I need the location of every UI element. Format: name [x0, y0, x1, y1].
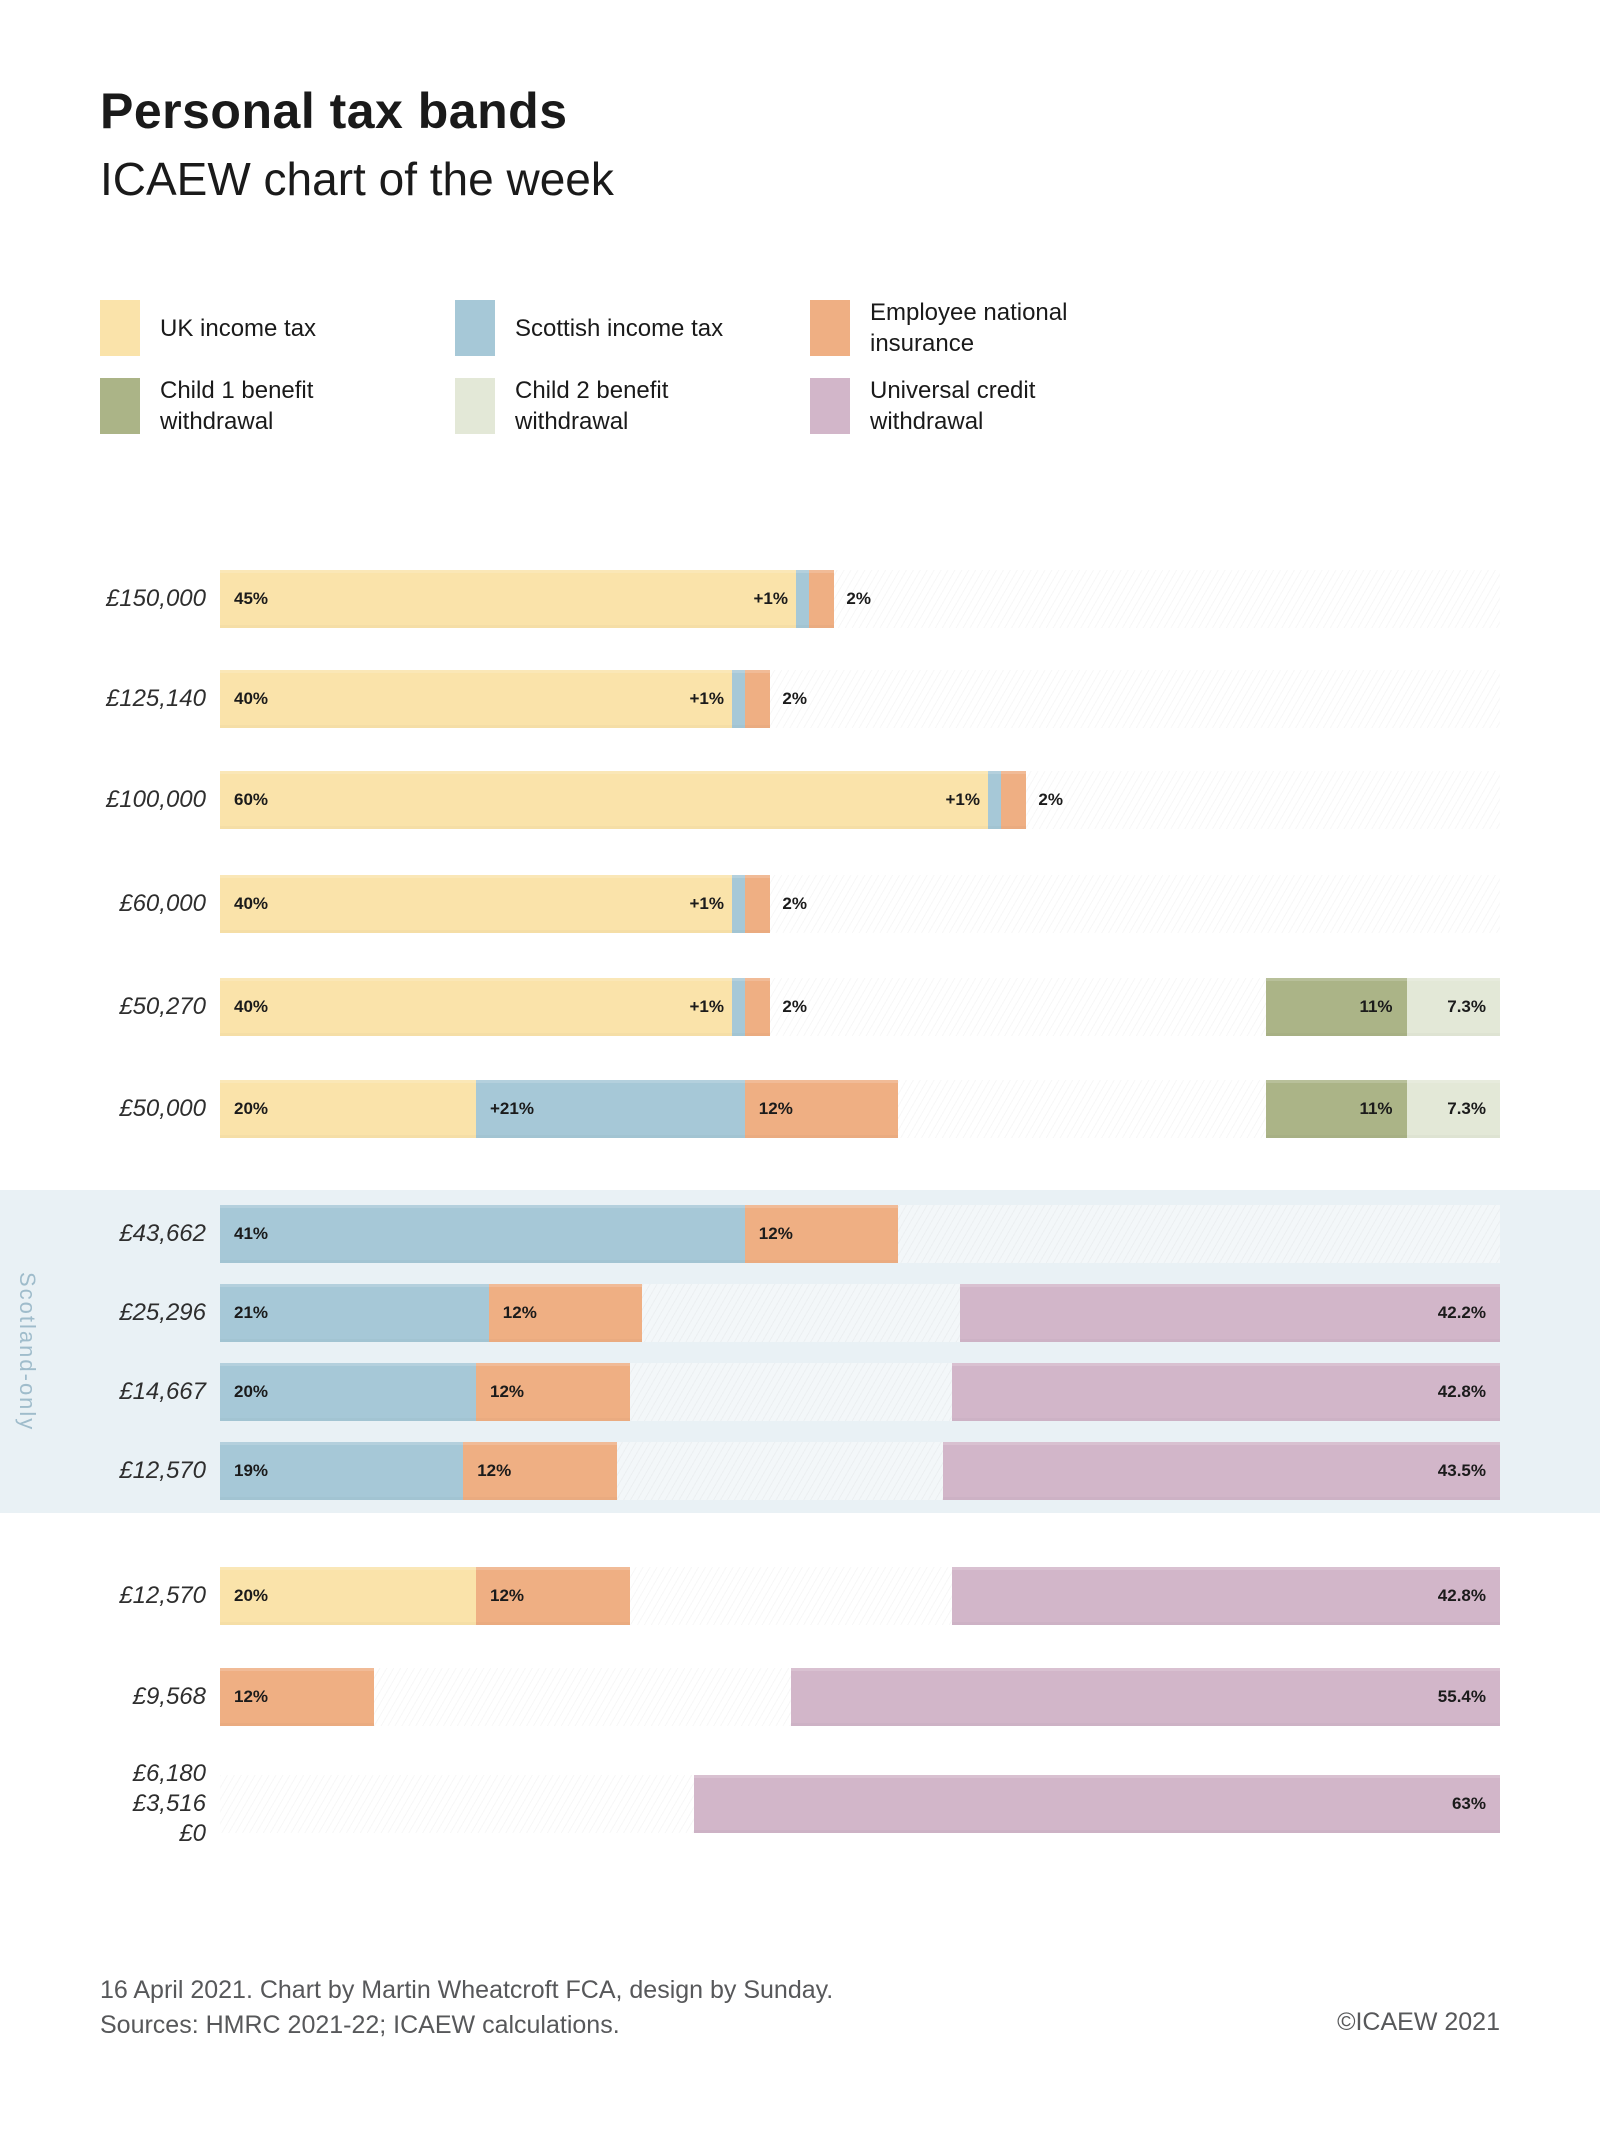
- bar-segment-child2: [1407, 1080, 1500, 1138]
- row-category-label: £9,568: [132, 1683, 206, 1710]
- bar-segment-scottish-income-tax: [220, 1442, 463, 1500]
- bar-segment-scottish-income-tax: [732, 670, 745, 728]
- bar-value-label: 7.3%: [1447, 1099, 1486, 1118]
- universal-credit-swatch-icon: [810, 378, 850, 434]
- bar-row-track: [220, 978, 1500, 1036]
- page-title: Personal tax bands: [100, 83, 568, 139]
- bar-row-track: [220, 1775, 1500, 1833]
- bar-value-label: 21%: [234, 1303, 269, 1322]
- bar-row-track: [220, 1668, 1500, 1726]
- row-category-label: £60,000: [119, 890, 206, 917]
- bar-segment-uk-income-tax: [220, 875, 732, 933]
- bar-value-label: 2%: [846, 589, 871, 608]
- child1-swatch-icon: [100, 378, 140, 434]
- bar-row-track: [220, 570, 1500, 628]
- bar-segment-uk-income-tax: [220, 570, 796, 628]
- bar-value-label: 40%: [234, 894, 269, 913]
- bar-row-track: [220, 1205, 1500, 1263]
- bar-segment-scottish-income-tax: [220, 1363, 476, 1421]
- bar-value-label: 41%: [234, 1224, 269, 1243]
- bar-value-label: 12%: [758, 1099, 793, 1118]
- bar-segment-scottish-income-tax: [220, 1284, 489, 1342]
- bar-segment-universal-credit: [952, 1363, 1500, 1421]
- bar-value-label: 12%: [758, 1224, 793, 1243]
- footer: [100, 1973, 833, 2043]
- bar-segment-employee-ni: [809, 570, 835, 628]
- bar-value-label: 60%: [234, 790, 269, 809]
- bar-segment-scottish-income-tax: [220, 1205, 745, 1263]
- bar-segment-universal-credit: [791, 1668, 1500, 1726]
- row-category-label: £12,570: [119, 1582, 206, 1609]
- bar-segment-scottish-income-tax: [796, 570, 809, 628]
- bar-segment-uk-income-tax: [220, 1567, 476, 1625]
- child2-swatch-icon: [455, 378, 495, 434]
- bar-segment-scottish-income-tax: [732, 978, 745, 1036]
- bar-value-label: 55.4%: [1437, 1687, 1486, 1706]
- bar-segment-universal-credit: [960, 1284, 1500, 1342]
- bar-value-label: 42.8%: [1437, 1586, 1486, 1605]
- row-category-label: £50,270: [119, 993, 206, 1020]
- bar-segment-uk-income-tax: [220, 978, 732, 1036]
- footer-copyright: ©ICAEW 2021: [1337, 2008, 1500, 2036]
- bar-value-label: 7.3%: [1447, 997, 1486, 1016]
- row-category-label: £12,570: [119, 1457, 206, 1484]
- bar-value-label: +1%: [945, 790, 980, 809]
- bar-value-label: 45%: [234, 589, 269, 608]
- row-category-label: £43,662: [119, 1220, 206, 1247]
- bar-value-label: +1%: [689, 894, 724, 913]
- bar-segment-uk-income-tax: [220, 1080, 476, 1138]
- bar-segment-uk-income-tax: [220, 771, 988, 829]
- legend-item-label: Child 2 benefit withdrawal: [515, 377, 669, 435]
- bar-value-label: 11%: [1359, 1099, 1393, 1118]
- bar-segment-employee-ni: [745, 670, 771, 728]
- bar-segment-employee-ni: [745, 1205, 899, 1263]
- bar-value-label: +1%: [753, 589, 788, 608]
- bar-segment-scottish-income-tax: [732, 875, 745, 933]
- row-category-label: £125,140: [105, 685, 206, 712]
- footer-date-credit: 16 April 2021. Chart by Martin Wheatcroft FCA, design by Sunday.: [100, 1976, 834, 2004]
- bar-value-label: +1%: [689, 689, 724, 708]
- bar-value-label: 2%: [782, 997, 807, 1016]
- bar-segment-employee-ni: [745, 1080, 899, 1138]
- bar-segment-uk-income-tax: [220, 670, 732, 728]
- bar-value-label: 19%: [234, 1461, 269, 1480]
- bar-value-label: 43.5%: [1437, 1461, 1486, 1480]
- bar-row-track: [220, 1442, 1500, 1500]
- bar-value-label: 2%: [1038, 790, 1063, 809]
- legend-item-label: Employee national insurance: [870, 299, 1068, 357]
- legend-item-uk-income-tax: [100, 299, 450, 357]
- bar-value-label: 12%: [490, 1586, 525, 1605]
- page-subtitle: ICAEW chart of the week: [100, 153, 614, 205]
- bar-segment-universal-credit: [694, 1775, 1500, 1833]
- bar-segment-child1: [1266, 1080, 1407, 1138]
- bar-segment-universal-credit: [943, 1442, 1500, 1500]
- uk-income-tax-swatch-icon: [100, 300, 140, 356]
- footer-sources: Sources: HMRC 2021-22; ICAEW calculations.: [100, 2011, 620, 2039]
- legend-item-universal-credit: [810, 377, 1160, 435]
- bar-segment-employee-ni: [463, 1442, 617, 1500]
- bar-value-label: 11%: [1359, 997, 1393, 1016]
- bar-segment-employee-ni: [476, 1567, 630, 1625]
- bar-row-track: [220, 1567, 1500, 1625]
- bar-value-label: 2%: [782, 689, 807, 708]
- bar-row-track: [220, 1363, 1500, 1421]
- bar-value-label: 40%: [234, 997, 269, 1016]
- bar-value-label: 63%: [1451, 1794, 1486, 1813]
- legend-item-label: Scottish income tax: [515, 314, 724, 342]
- bar-segment-child2: [1407, 978, 1500, 1036]
- bar-value-label: 12%: [502, 1303, 537, 1322]
- bar-segment-employee-ni: [220, 1668, 374, 1726]
- employee-ni-swatch-icon: [810, 300, 850, 356]
- row-category-label: £100,000: [105, 786, 206, 813]
- legend-item-employee-ni: [810, 299, 1160, 357]
- bar-segment-employee-ni: [489, 1284, 643, 1342]
- bar-segment-scottish-income-tax: [988, 771, 1001, 829]
- legend-item-scottish-income-tax: [455, 299, 805, 357]
- legend-item-label: Child 1 benefit withdrawal: [160, 377, 314, 435]
- bar-value-label: 42.8%: [1437, 1382, 1486, 1401]
- legend-item-label: Universal credit withdrawal: [870, 377, 1036, 435]
- bar-value-label: 12%: [477, 1461, 512, 1480]
- legend-item-child2: [455, 377, 805, 435]
- bar-segment-employee-ni: [745, 875, 771, 933]
- bar-row-track: [220, 670, 1500, 728]
- bar-segment-child1: [1266, 978, 1407, 1036]
- row-category-label: £50,000: [119, 1095, 206, 1122]
- bar-value-label: +21%: [490, 1099, 534, 1118]
- bar-value-label: 20%: [234, 1382, 269, 1401]
- row-category-label: £150,000: [105, 585, 206, 612]
- bar-segment-employee-ni: [476, 1363, 630, 1421]
- bar-value-label: 2%: [782, 894, 807, 913]
- bar-row-track: [220, 771, 1500, 829]
- bar-value-label: +1%: [689, 997, 724, 1016]
- scotland-only-label: Scotland-only: [15, 1271, 40, 1432]
- bar-value-label: 20%: [234, 1099, 269, 1118]
- row-category-label: £14,667: [119, 1378, 206, 1405]
- bar-value-label: 12%: [490, 1382, 525, 1401]
- legend-item-child1: [100, 377, 450, 435]
- bar-row-track: [220, 875, 1500, 933]
- bar-segment-employee-ni: [745, 978, 771, 1036]
- bar-value-label: 20%: [234, 1586, 269, 1605]
- bar-segment-employee-ni: [1001, 771, 1027, 829]
- scottish-income-tax-swatch-icon: [455, 300, 495, 356]
- bar-row-track: [220, 1284, 1500, 1342]
- bar-value-label: 40%: [234, 689, 269, 708]
- bar-segment-universal-credit: [952, 1567, 1500, 1625]
- bar-segment-scottish-income-tax: [476, 1080, 745, 1138]
- bar-value-label: 42.2%: [1437, 1303, 1486, 1322]
- row-category-label: £6,180 £3,516 £0: [132, 1760, 206, 1847]
- bar-row-track: [220, 1080, 1500, 1138]
- bar-value-label: 12%: [234, 1687, 269, 1706]
- legend-item-label: UK income tax: [160, 314, 317, 342]
- row-category-label: £25,296: [119, 1299, 206, 1326]
